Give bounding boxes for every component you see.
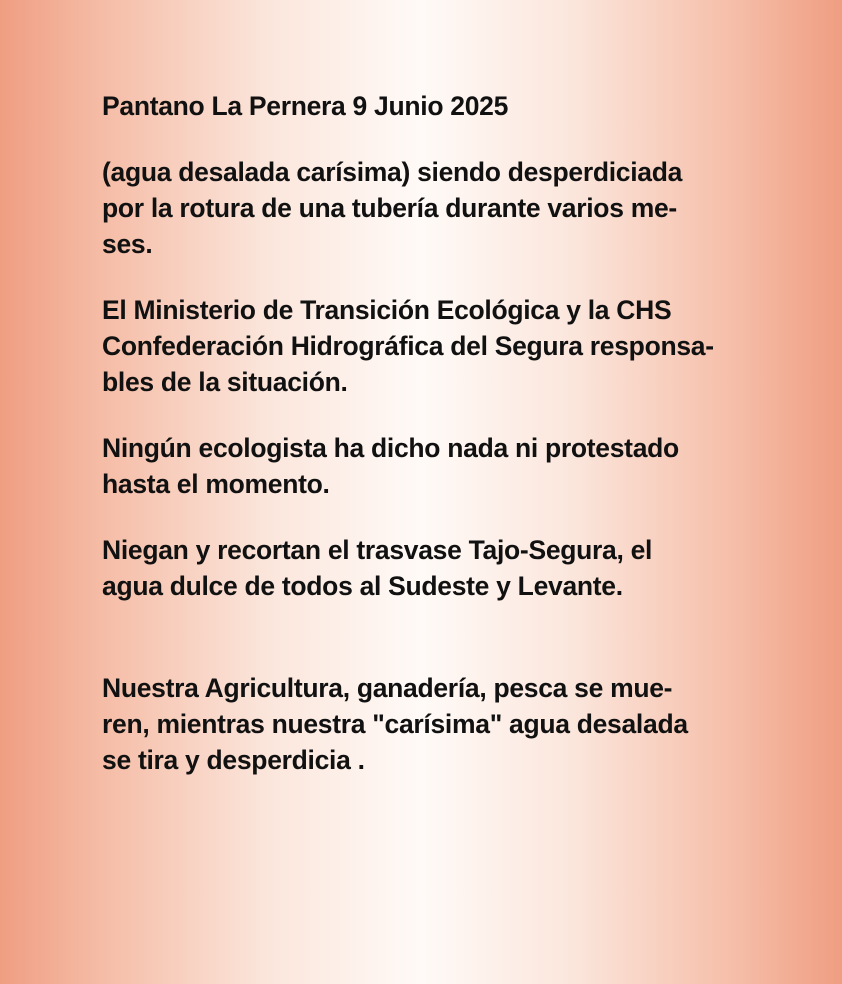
paragraph-ministry-responsibility: El Ministerio de Transición Ecológica y la CHS Confederación Hidrográfica del Segura responsa- bles de la situación. <box>102 295 714 397</box>
document-body <box>102 88 782 778</box>
paragraph-ecologists: Ningún ecologista ha dicho nada ni protestado hasta el momento. <box>102 433 679 499</box>
paragraph-tajo-segura: Niegan y recortan el trasvase Tajo-Segura, el agua dulce de todos al Sudeste y Levante. <box>102 535 653 601</box>
paragraph-agriculture: Nuestra Agricultura, ganadería, pesca se mue- ren, mientras nuestra "carísima" agua desalada se tira y desperdicia . <box>102 673 688 775</box>
document-title: Pantano La Pernera 9 Junio 2025 <box>102 91 509 121</box>
paragraph-desalinated-water: (agua desalada carísima) siendo desperdiciada por la rotura de una tubería durante varios me- ses. <box>102 157 683 259</box>
